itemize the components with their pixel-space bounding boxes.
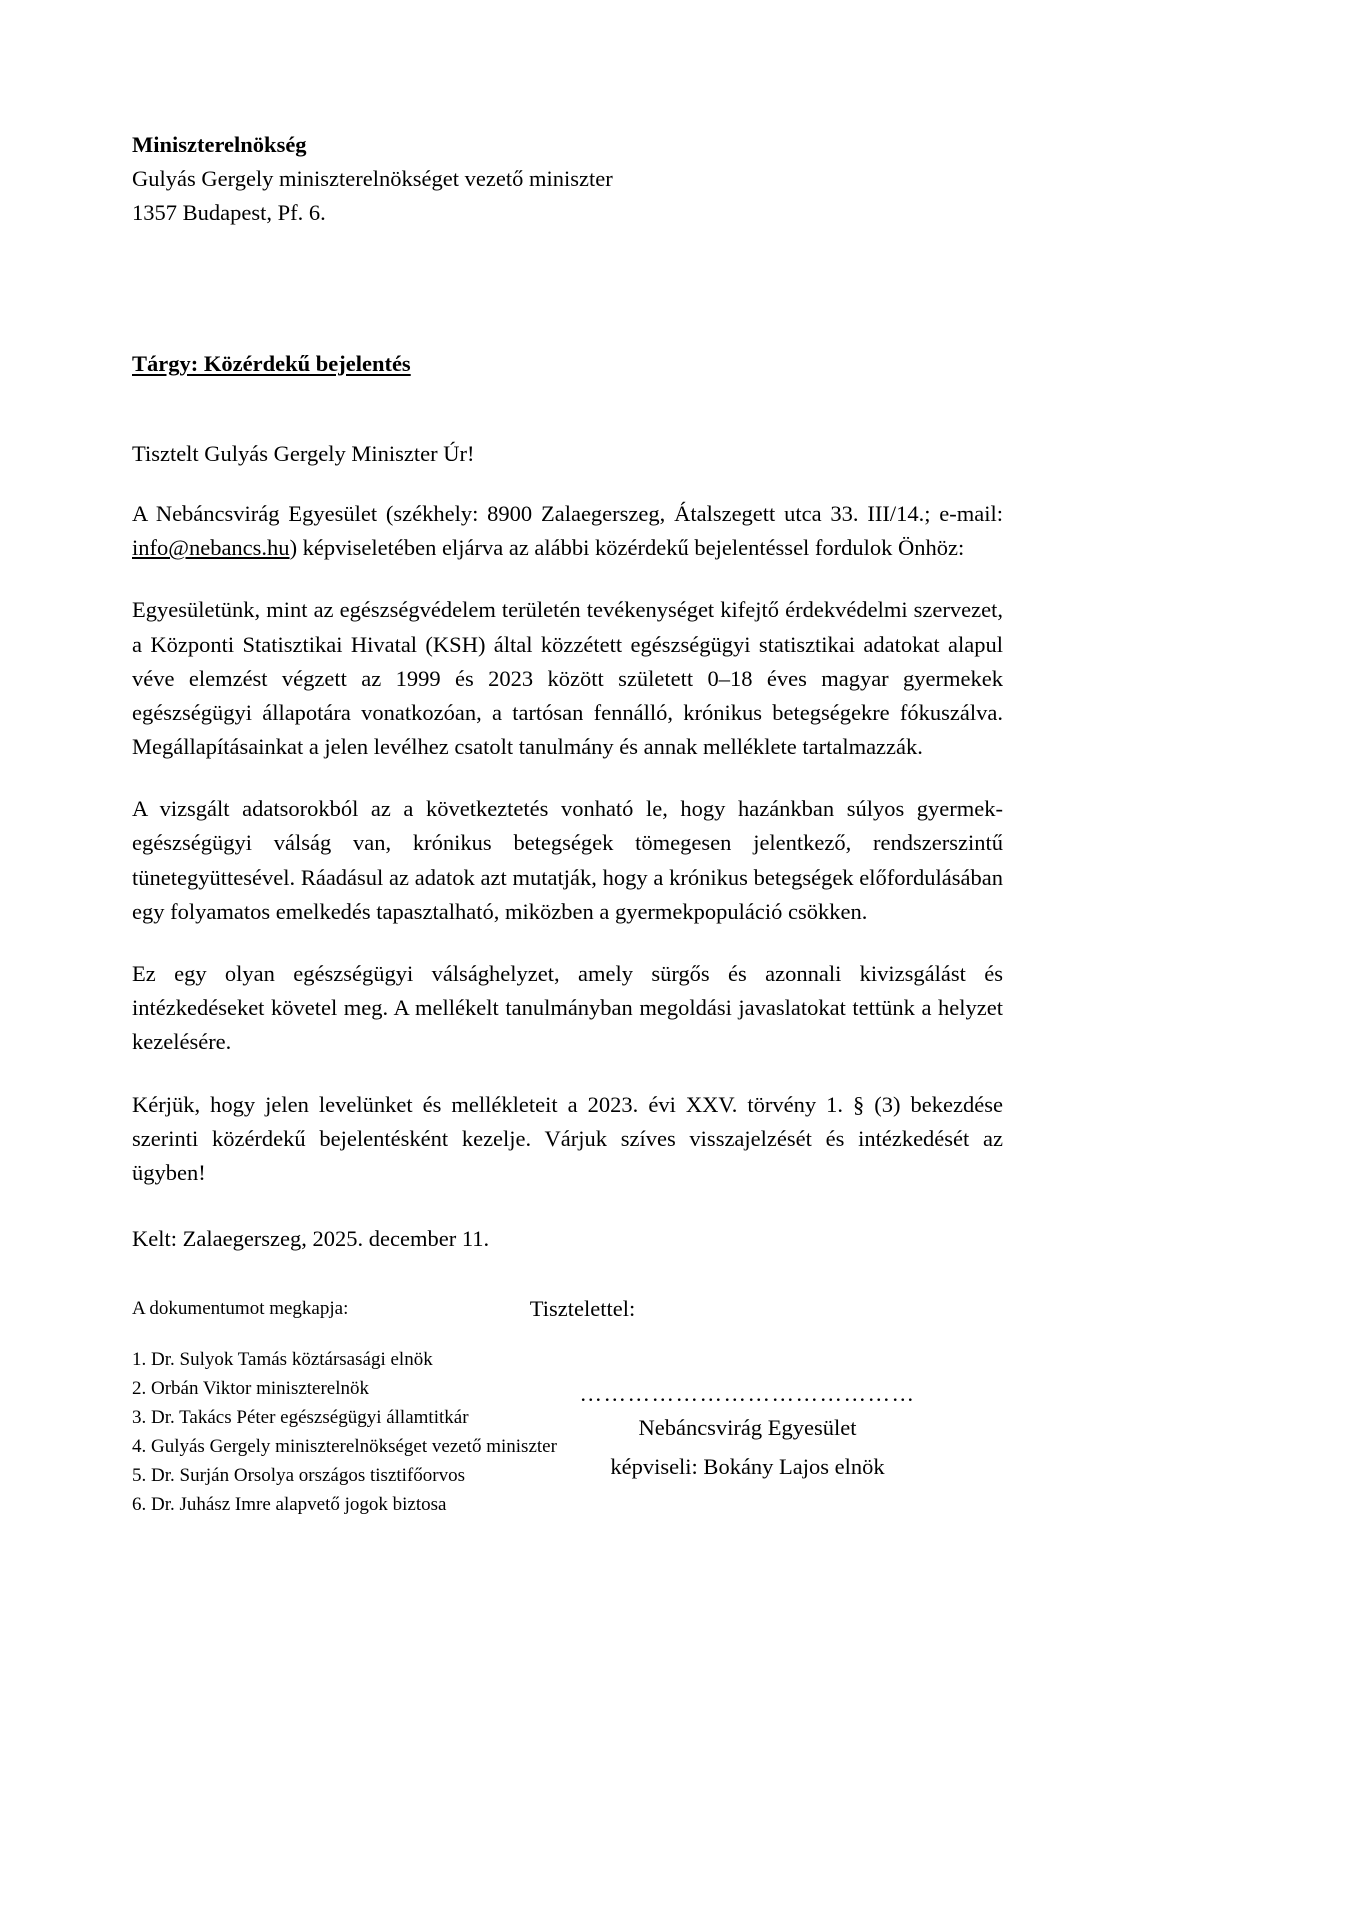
paragraph-action-required: Ez egy olyan egészségügyi válsághelyzet, amely sürgős és azonnali kivizsgálást és intézkedéseket követel meg. A mellékelt tanulmányban megoldási javaslatokat tettünk a helyzet kezelésére. xyxy=(132,961,1003,1055)
list-item: 1. Dr. Sulyok Tamás köztársasági elnök xyxy=(132,1348,433,1370)
intro-paragraph xyxy=(132,497,1003,565)
closing-regards: Tisztelettel: xyxy=(529,1296,636,1322)
intro-text-before-email: A Nebáncsvirág Egyesület (székhely: 8900 Zalaegerszeg, Átalszegett utca 33. III/14.; e-mail: xyxy=(132,500,1003,526)
signature-representative: képviseli: Bokány Lajos elnök xyxy=(610,1453,885,1479)
email-link[interactable]: info@nebancs.hu xyxy=(132,535,290,561)
list-item: 6. Dr. Juhász Imre alapvető jogok biztosa xyxy=(132,1493,447,1515)
paragraph-legal-request: Kérjük, hogy jelen levelünket és mellékleteit a 2023. évi XXV. törvény 1. § (3) bekezdése szerinti közérdekű bejelentésként kezelje. Várjuk szíves visszajelzését és intézkedését az ügyben! xyxy=(132,1091,1003,1185)
list-item: 2. Orbán Viktor miniszterelnök xyxy=(132,1377,370,1399)
paragraph-association-analysis: Egyesületünk, mint az egészségvédelem területén tevékenységet kifejtő érdekvédelmi szervezet, a Központi Statisztikai Hivatal (KSH) által közzétett egészségügyi statisztikai adatokat alapul véve elemzést végzett az 1999 és 2023 között született 0–18 éves magyar gyermekek egészségügyi állapotára vonatkozóan, a tartósan fennálló, krónikus betegségekre fókuszálva. Megállapításainkat a jelen levélhez csatolt tanulmány és annak melléklete tartalmazzák. xyxy=(132,597,1003,760)
list-item: 5. Dr. Surján Orsolya országos tisztifőorvos xyxy=(132,1464,465,1486)
document-body xyxy=(132,128,1003,1484)
salutation: Tisztelt Gulyás Gergely Miniszter Úr! xyxy=(132,440,475,466)
signature-dotted-line: …………………………………… xyxy=(579,1380,916,1406)
addressee-block xyxy=(132,128,1003,231)
addressee-organization: Miniszterelnökség xyxy=(132,132,307,157)
list-item: 3. Dr. Takács Péter egészségügyi államtitkár xyxy=(132,1406,469,1428)
subject-line-wrapper xyxy=(132,289,1003,381)
signature-organization: Nebáncsvirág Egyesület xyxy=(638,1415,857,1441)
list-item: 4. Gulyás Gergely miniszterelnökséget vezető miniszter xyxy=(132,1435,557,1457)
intro-text-after-email: ) képviseletében eljárva az alábbi közérdekű bejelentéssel fordulok Önhöz: xyxy=(289,535,965,561)
addressee-person: Gulyás Gergely miniszterelnökséget vezető miniszter xyxy=(132,166,613,192)
distribution-list-block xyxy=(132,1296,752,1519)
paragraph-crisis-findings: A vizsgált adatsorokból az a következtetés vonható le, hogy hazánkban súlyos gyermek-egészségügyi válság van, krónikus betegségek tömegesen jelentkező, rendszerszintű tünetegyüttesével. Ráadásul az adatok azt mutatják, hogy a krónikus betegségek előfordulásában egy folyamatos emelkedés tapasztalható, miközben a gyermekpopuláció csökken. xyxy=(132,796,1003,924)
distribution-list xyxy=(132,1345,752,1519)
distribution-list-title: A dokumentumot megkapja: xyxy=(132,1298,349,1319)
addressee-address: 1357 Budapest, Pf. 6. xyxy=(132,200,326,226)
dateline: Kelt: Zalaegerszeg, 2025. december 11. xyxy=(132,1226,490,1252)
subject-line: Tárgy: Közérdekű bejelentés xyxy=(132,350,411,376)
